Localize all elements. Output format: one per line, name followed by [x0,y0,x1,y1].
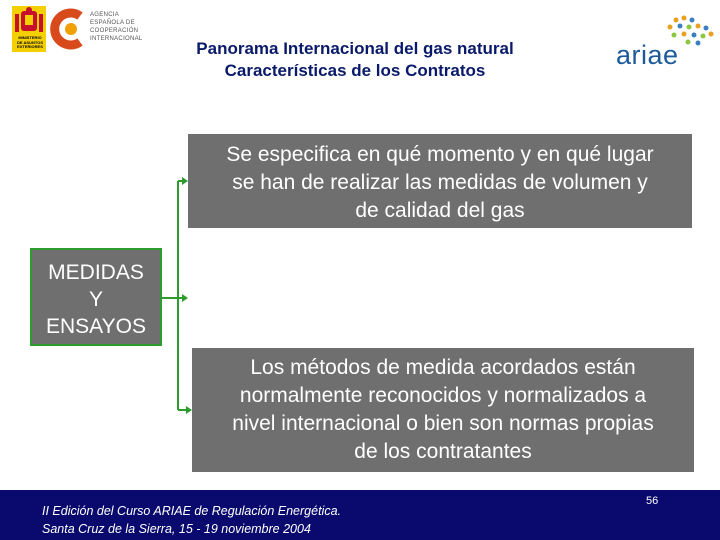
box-line: Los métodos de medida acordados están [250,356,636,379]
ministry-caption-line: EXTERIORES [17,44,43,49]
ministry-caption-line: DE ASUNTOS [16,39,43,45]
footer-course-info [42,502,341,538]
title-line-1: Panorama Internacional del gas natural [196,39,514,58]
ministry-caption-line: MINISTERIO [18,35,42,40]
footer-bar [0,490,720,540]
footer-line-1: II Edición del Curso ARIAE de Regulación Energética. [42,504,342,518]
measurement-methods-box [192,348,694,472]
agency-logo-group [8,6,158,54]
ministry-caption [8,36,52,50]
ariae-wordmark: ariae [616,40,679,70]
agency-name [90,11,160,43]
box-line: Y [88,288,103,311]
agency-line: AGENCIA [90,12,120,18]
agency-line: COOPERACIÓN [90,28,139,34]
box-line: Se especifica en qué momento y en qué lugar [226,143,654,166]
agency-line: INTERNACIONAL [90,36,143,42]
box-line: se han de realizar las medidas de volumen y [232,171,648,194]
measurement-location-box [188,134,692,228]
ariae-logo [612,12,716,68]
box-line: ENSAYOS [46,315,146,338]
box-line: normalmente reconocidos y normalizados a [239,384,647,407]
box-line: de calidad del gas [355,199,525,222]
footer-line-2: Santa Cruz de la Sierra, 15 - 19 noviembre 2004 [42,522,311,536]
aecid-c-logo-icon [50,8,90,50]
arrow-head-middle [182,294,188,302]
agency-line: ESPAÑOLA DE [90,20,135,26]
page-number: 56 [646,495,659,507]
box-line: MEDIDAS [48,261,144,284]
box-line: nivel internacional o bien son normas propias [232,412,654,435]
slide-title [170,38,540,82]
box-line: de los contratantes [354,440,532,463]
measurements-tests-box [30,248,162,346]
title-line-2: Características de los Contratos [224,61,486,80]
